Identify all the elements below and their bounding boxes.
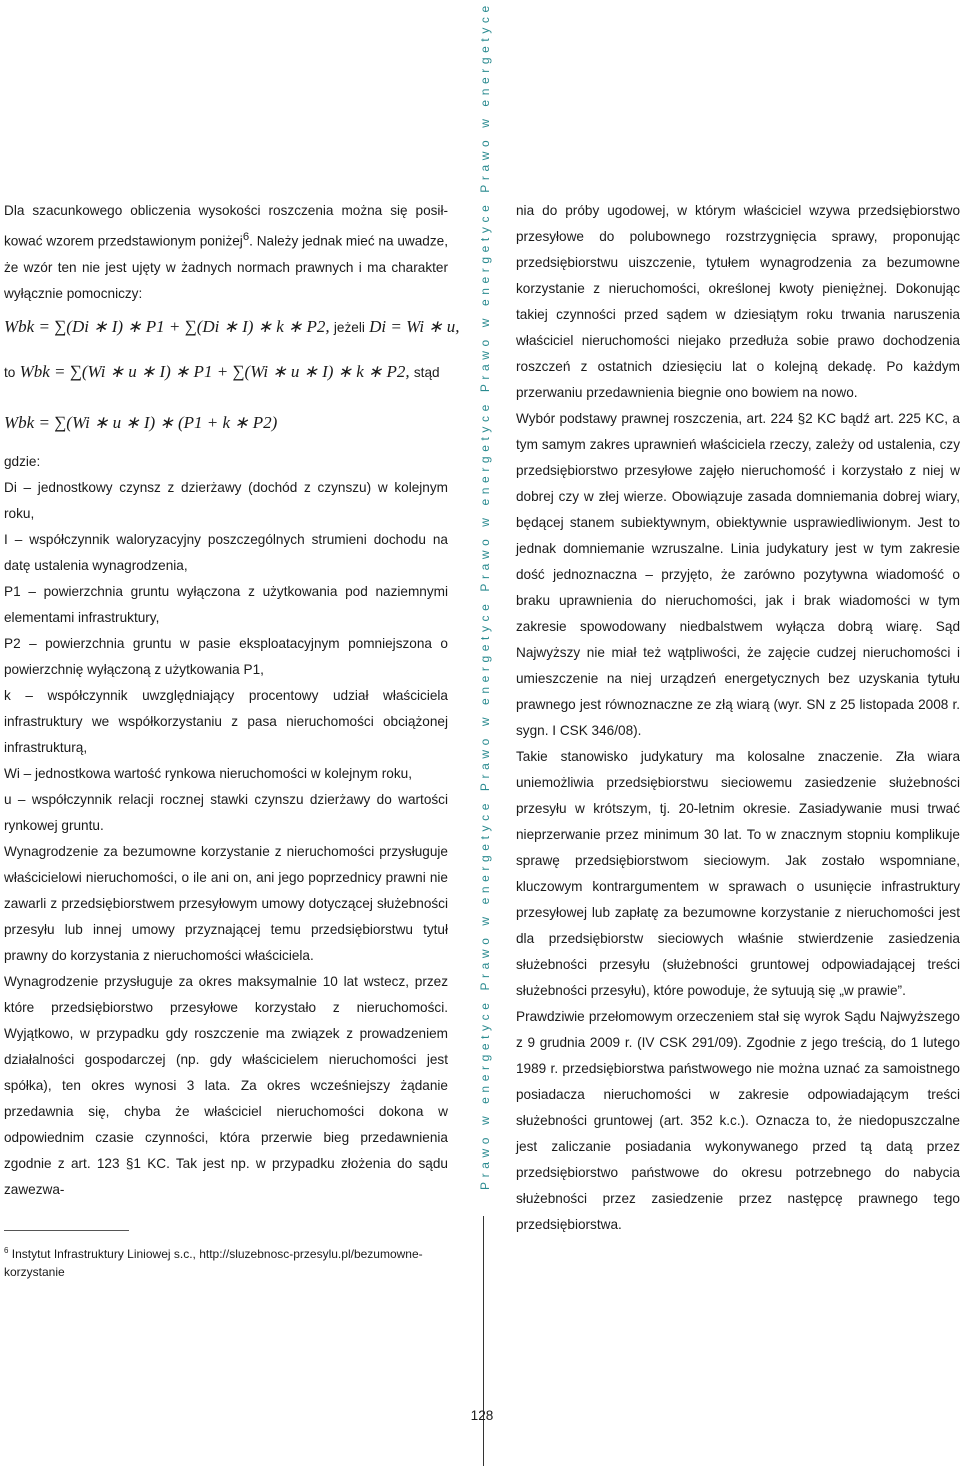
footnote-ref: 6 (242, 231, 250, 243)
definition-item: Wi – jednostkowa wartość rynkowa nieruchomości w kolejnym roku, (4, 765, 412, 781)
definition-item: k – współczynnik uwzględniający procentowy udział właściciela infrastruktury we współkorzystaniu z pasa nieruchomości obciążonej infrastrukturą, (4, 687, 448, 755)
formula-2 (4, 347, 448, 397)
sidebar-rule (483, 1216, 484, 1466)
body-paragraph: Takie stanowisko judykatury ma kolosalne znaczenie. Zła wiara uniemożliwia przedsiębiorstwu sieciowemu zasiedzenie służebności przesyłu w krótszym, tj. 20-letnim okresie. Zasiadywanie musi trwać nieprzerwanie przez minimum 30 lat. To w znacznym stopniu komplikuje sprawę przedsiębiorstwom sieciowym. Jak zostało wspomniane, kluczowym kontrargumentem w sprawach o usunięcie infrastruktury przesyłowej lub zapłatę za bezumowne korzystanie z nieruchomości jest dla przedsiębiorstw sieciowych właśnie stwierdzenie zasiedzenia służebności przesyłu (służebności gruntowej odpowiadającej treści służebności przesyłu), które powoduje, że sytuują się „w prawie”. (516, 749, 960, 998)
definition-item: Di – jednostkowy czynsz z dzierżawy (dochód z czynszu) w kolejnym roku, (4, 479, 448, 521)
footnote-number: 6 (4, 1246, 9, 1255)
definition-item: P1 – powierzchnia gruntu wyłączona z użytkowania pod naziemnymi elementami infrastruktury, (4, 583, 448, 625)
page-number: 128 (470, 1408, 494, 1423)
right-column (516, 198, 960, 1238)
definition-item: I – współczynnik waloryzacyjny poszczególnych strumieni dochodu na datę ustalenia wynagrodzenia, (4, 531, 448, 573)
body-paragraph: Wynagrodzenie przysługuje za okres maksymalnie 10 lat wstecz, przez które przedsiębiorstwo przesyłowe korzystało z nieruchomości. Wyjątkowo, w przypadku gdy roszczenie ma związek z prowadzeniem działalności gospodarczej (np. gdy właścicielem nieruchomości jest spółka), ten okres wynosi 3 lata. Za okres wcześniejszy żądanie przedawnia się, chyba że właściciel nieruchomości dokona w odpowiednim czasie czynności, która przerwie bieg przedawnienia zgodnie z art. 123 §1 KC. Tak jest np. w przypadku złożenia do sądu zawezwa- (4, 973, 448, 1197)
body-paragraph: Prawdziwie przełomowym orzeczeniem stał się wyrok Sądu Najwyższego z 9 grudnia 2009 r. (IV CSK 291/09). Zgodnie z jego treścią, do 1 lutego 1989 r. przedsiębiorstwa państwowego nie można uznać za samoistnego posiadacza nieruchomości w zakresie odpowiadającym treści służebności gruntowej (art. 352 k.c.). Oznacza to, że niedopuszczalne jest zaliczanie posiadania wykonywanego przed tą datą przez przedsiębiorstwo państwowe do okresu potrzebnego do nabycia służebności przez zasiedzenie przez następcę prawnego tego przedsiębiorstwa. (516, 1009, 960, 1232)
intro-text-a: Dla szacunkowego obliczenia wysokości roszczenia można się posił-kować wzorem przedstawionym poniżej (4, 203, 448, 249)
intro-text-b: . Należy jednak mieć na uwadze, że wzór ten nie jest ujęty w żadnych normach prawnych i ma charakter wyłącznie pomocniczy: (4, 233, 448, 301)
sidebar-band (472, 0, 498, 1210)
formula-2-body: Wbk = ∑(Wi ∗ u ∗ I) ∗ P1 + ∑(Wi ∗ u ∗ I) ∗ k ∗ P2, (19, 361, 410, 381)
definition-item: P2 – powierzchnia gruntu w pasie eksploatacyjnym pomniejszona o powierzchnię wyłączoną z użytkowania P1, (4, 635, 448, 677)
formula-2-suffix: stąd (413, 364, 440, 380)
formula-1-cond: Di = Wi ∗ u, (369, 316, 460, 336)
sidebar-running-title: Prawo w energetyce Prawo w energetyce Prawo w energetyce Prawo w energetyce Prawo w energetyce Prawo w energetyce (478, 1, 492, 1190)
formula-1-body: Wbk = ∑(Di ∗ I) ∗ P1 + ∑(Di ∗ I) ∗ k ∗ P2, (4, 316, 330, 336)
body-paragraph: nia do próby ugodowej, w którym właściciel wzywa przedsiębiorstwo przesyłowe do polubownego rozstrzygnięcia sprawy, proponując przedsiębiorstwu uiszczenie, tytułem wynagrodzenia za bezumowne korzystanie z nieruchomości, określonej kwoty pieniężnej. Dokonując takiej czynności przed sądem w dziesiątym roku trwania naruszenia właściciel nieruchomości niejako przedłuża sobie prawo dochodzenia roszczeń z ostatnich dziesięciu lat o kolejną dekadę. Po każdym przerwaniu przedawnienia biegnie ono bowiem na nowo. (516, 203, 960, 400)
where-label: gdzie: (4, 453, 41, 469)
formula-2-prefix: to (4, 364, 16, 380)
footnote (4, 1242, 454, 1281)
formula-3: Wbk = ∑(Wi ∗ u ∗ I) ∗ (P1 + k ∗ P2) (4, 412, 278, 432)
intro-paragraph (4, 198, 448, 307)
footnote-divider (4, 1230, 129, 1231)
formula-1 (4, 307, 460, 347)
body-paragraph: Wynagrodzenie za bezumowne korzystanie z nieruchomości przysługuje właścicielowi nieruchomości, o ile ani on, ani jego poprzednicy prawni nie zawarli z przedsiębiorstwem przesyłowym umowy dotyczącej służebności przesyłu lub innej umowy przyznającej temu przedsiębiorstwu tytuł prawny do korzystania z nieruchomości właściciela. (4, 843, 448, 963)
definition-item: u – współczynnik relacji rocznej stawki czynszu dzierżawy do wartości rynkowej gruntu. (4, 791, 448, 833)
formula-1-cond-word: jeżeli (333, 319, 365, 335)
footnote-text: Instytut Infrastruktury Liniowej s.c., http://sluzebnosc-przesylu.pl/bezumowne-korzystanie (4, 1247, 423, 1279)
left-column (4, 198, 460, 1203)
body-paragraph: Wybór podstawy prawnej roszczenia, art. 224 §2 KC bądź art. 225 KC, a tym samym zakres uprawnień właściciela rzeczy, zależy od ustalenia, czy przedsiębiorstwo przesyłowe zajęło nieruchomość i korzystało z niej w dobrej czy w złej wierze. Obowiązuje zasada domniemania dobrej wiary, będącej stanem subiektywnym, obiektywnie usprawiedliwionym. Jest to jednak domniemanie wzruszalne. Linia judykatury jest w tym zakresie dość jednoznaczna – przyjęto, że zarówno pozytywna wiadomość o braku uprawnienia do nieruchomości, jak i brak wiadomości w tym zakresie spowodowany niedbalstwem wyłącza dobrą wiarę. Sąd Najwyższy nie miał też wątpliwości, że zajęcie cudzej nieruchomości i umieszczenie na niej urządzeń energetycznych bez uzyskania tytułu prawnego jest równoznaczne ze złą wiarą (wyr. SN z 25 listopada 2008 r. sygn. I CSK 346/08). (516, 411, 960, 738)
